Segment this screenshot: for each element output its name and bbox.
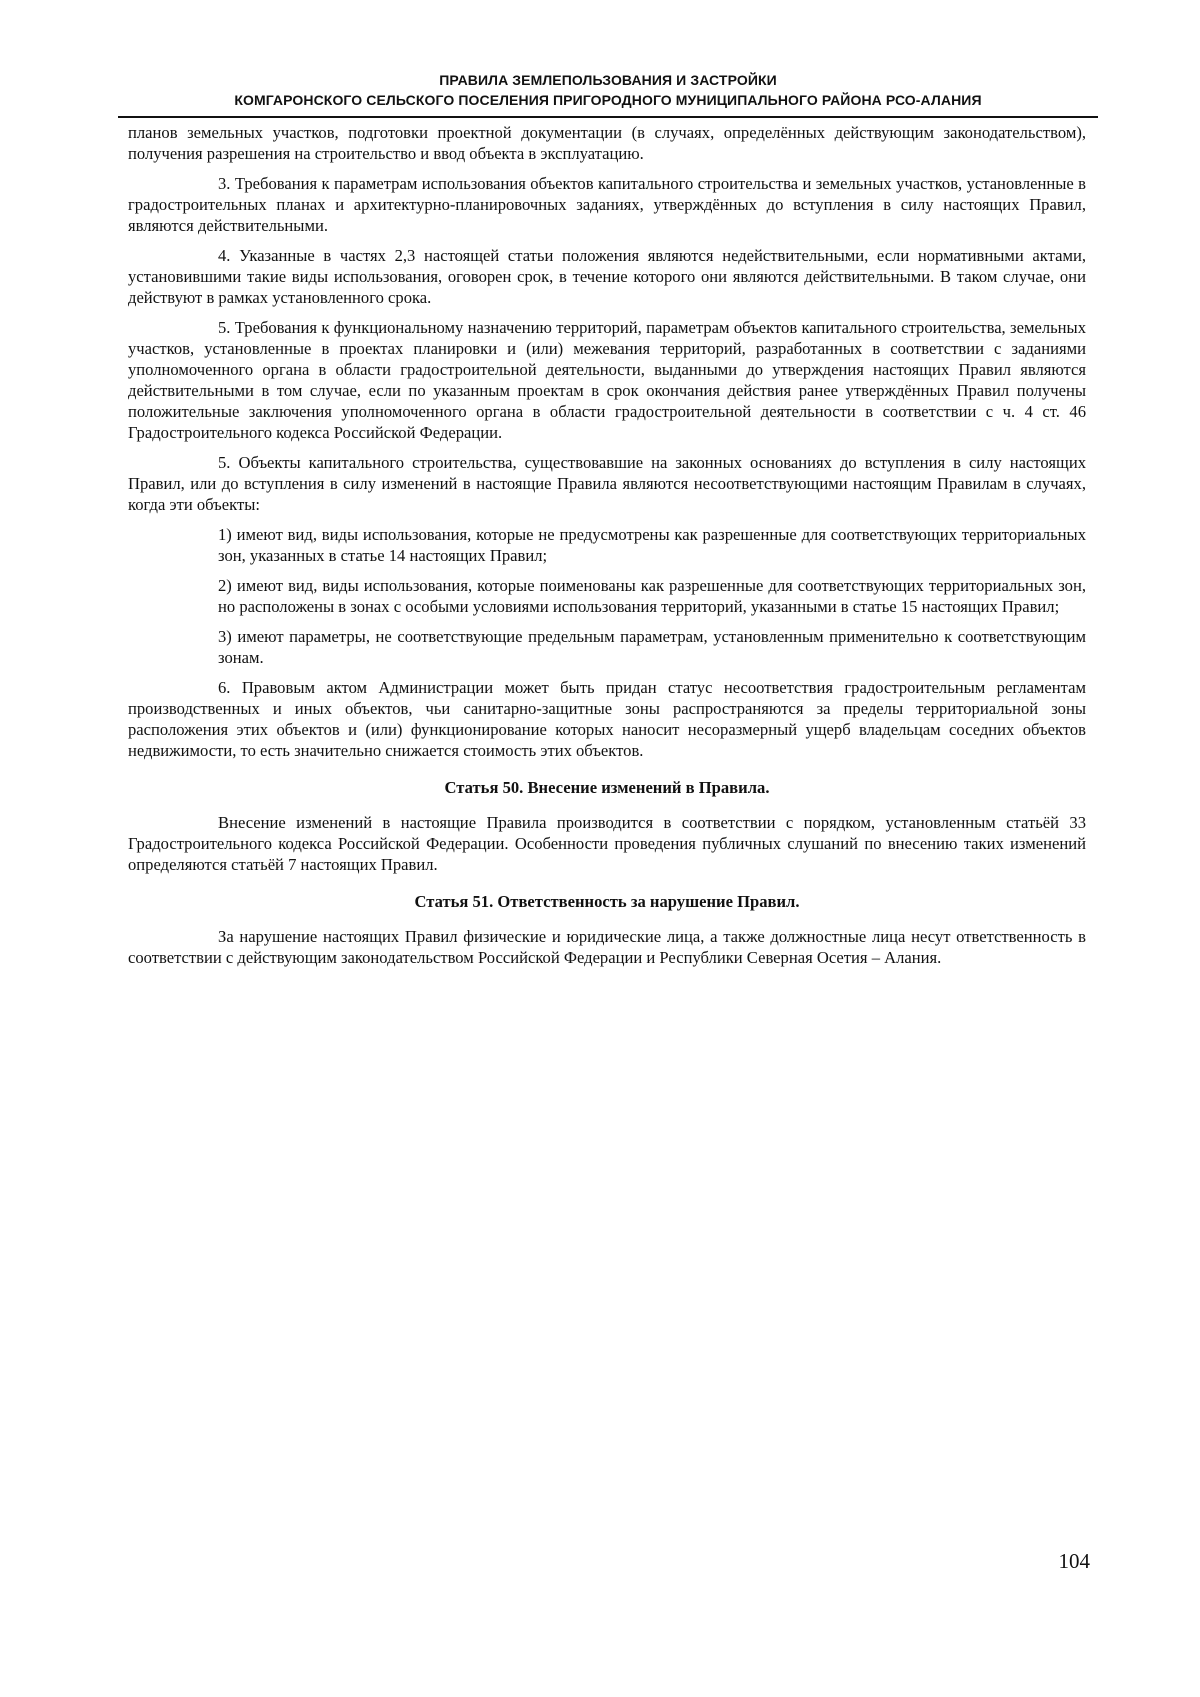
page-header bbox=[118, 70, 1098, 110]
list-item-1: 1) имеют вид, виды использования, которые не предусмотрены как разрешенные для соответствующих территориальных зон, указанных в статье 14 настоящих Правил; bbox=[218, 525, 1086, 565]
article-51-heading: Статья 51. Ответственность за нарушение Правил. bbox=[414, 892, 800, 911]
page-number: 104 bbox=[1058, 1549, 1090, 1573]
list-item-3: 3) имеют параметры, не соответствующие предельным параметрам, установленным применительно к соответствующим зонам. bbox=[218, 627, 1086, 667]
paragraph-3: 3. Требования к параметрам использования объектов капитального строительства и земельных участков, установленные в градостроительных планах и архитектурно-планировочных заданиях, утверждённых до вступления в силу настоящих Правил, являются действительными. bbox=[128, 174, 1086, 235]
article-50-text: Внесение изменений в настоящие Правила производится в соответствии с порядком, установленным статьёй 33 Градостроительного кодекса Российской Федерации. Особенности проведения публичных слушаний по внесению таких изменений определяются статьёй 7 настоящих Правил. bbox=[128, 813, 1086, 874]
list-item-2: 2) имеют вид, виды использования, которые поименованы как разрешенные для соответствующих территориальных зон, но расположены в зонах с особыми условиями использования территорий, указанными в статье 15 настоящих Правил; bbox=[218, 576, 1086, 616]
article-51-text: За нарушение настоящих Правил физические и юридические лица, а также должностные лица несут ответственность в соответствии с действующим законодательством Российской Федерации и Республики Северная Осетия – Алания. bbox=[128, 927, 1086, 967]
paragraph-4: 4. Указанные в частях 2,3 настоящей статьи положения являются недействительными, если нормативными актами, установившими такие виды использования, оговорен срок, в течение которого они являются действительными. В таком случае, они действуют в рамках установленного срока. bbox=[128, 246, 1086, 307]
paragraph-5-objects: 5. Объекты капитального строительства, существовавшие на законных основаниях до вступления в силу настоящих Правил, или до вступления в силу изменений в настоящие Правила являются несоответствующими настоящим Правилам в случаях, когда эти объекты: bbox=[128, 453, 1086, 514]
paragraph-5-requirements: 5. Требования к функциональному назначению территорий, параметрам объектов капитального строительства, земельных участков, установленные в проектах планировки и (или) межевания территорий, разработанных в соответствии с заданиями уполномоченного органа в области градостроительной деятельности, выданными до утверждения настоящих Правил являются действительными в том случае, если по указанным проектам в срок окончания действия ранее утверждённых Правил получены положительные заключения уполномоченного органа в области градостроительной деятельности в соответствии с ч. 4 ст. 46 Градостроительного кодекса Российской Федерации. bbox=[128, 318, 1086, 442]
header-divider bbox=[118, 116, 1098, 118]
header-subtitle: КОМГАРОНСКОГО СЕЛЬСКОГО ПОСЕЛЕНИЯ ПРИГОРОДНОГО МУНИЦИПАЛЬНОГО РАЙОНА РСО-АЛАНИЯ bbox=[234, 92, 982, 108]
article-50-heading: Статья 50. Внесение изменений в Правила. bbox=[444, 778, 770, 797]
paragraph-continuation: планов земельных участков, подготовки проектной документации (в случаях, определённых действующим законодательством), получения разрешения на строительство и ввод объекта в эксплуатацию. bbox=[128, 123, 1086, 163]
document-body bbox=[128, 122, 1086, 977]
header-title: ПРАВИЛА ЗЕМЛЕПОЛЬЗОВАНИЯ И ЗАСТРОЙКИ bbox=[439, 72, 777, 88]
paragraph-6: 6. Правовым актом Администрации может быть придан статус несоответствия градостроительным регламентам производственных и иных объектов, чьи санитарно-защитные зоны распространяются за пределы территориальной зоны расположения этих объектов и (или) функционирование которых наносит несоразмерный ущерб владельцам соседних объектов недвижимости, то есть значительно снижается стоимость этих объектов. bbox=[128, 678, 1086, 760]
